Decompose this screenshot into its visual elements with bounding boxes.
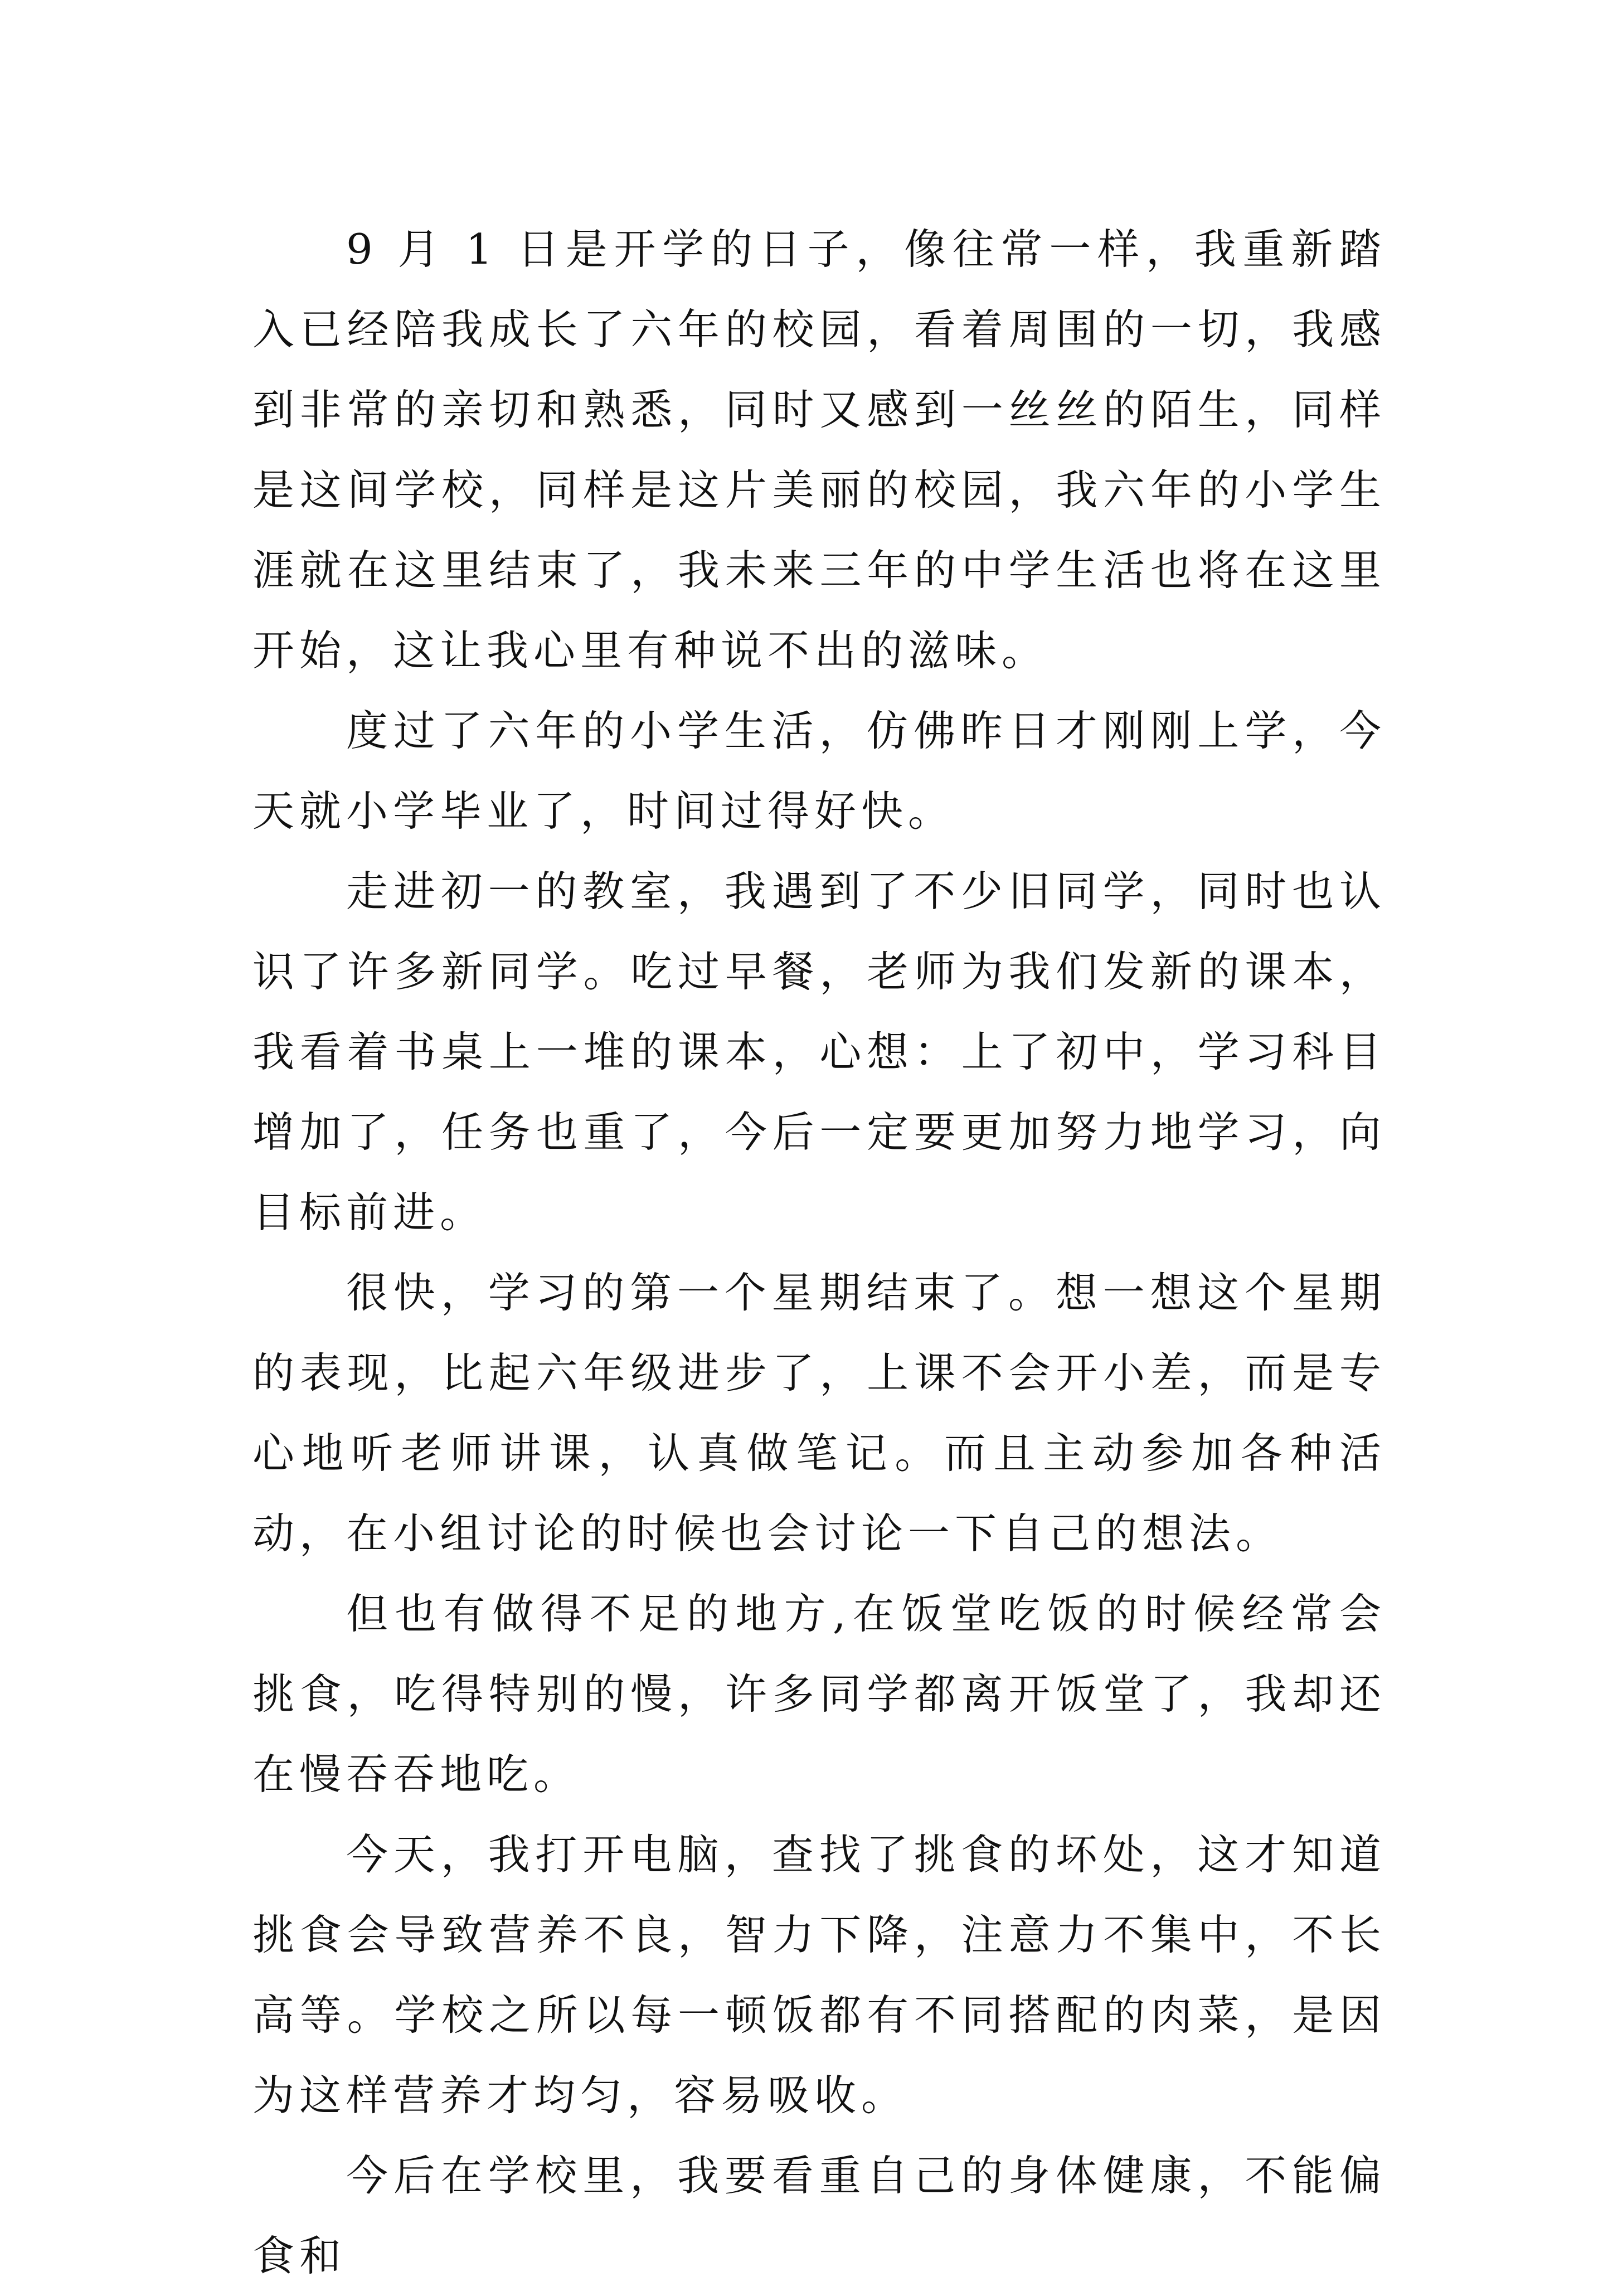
paragraph-6: 今天，我打开电脑，查找了挑食的坏处，这才知道挑食会导致营养不良，智力下降，注意力不集中，不长高等。学校之所以每一顿饭都有不同搭配的肉菜，是因为这样营养才均匀，容易吸收。 [252, 1830, 1386, 2120]
essay-body [252, 209, 1386, 2296]
paragraph-4: 很快，学习的第一个星期结束了。想一想这个星期的表现，比起六年级进步了，上课不会开小差，而是专心地听老师讲课，认真做笔记。而且主动参加各种活动，在小组讨论的时候也会讨论一下自己的想法。 [252, 1268, 1386, 1558]
paragraph-2: 度过了六年的小学生活，仿佛昨日才刚刚上学，今天就小学毕业了，时间过得好快。 [252, 706, 1386, 836]
paragraph-1: 9 月 1 日是开学的日子，像往常一样，我重新踏入已经陪我成长了六年的校园，看着周围的一切，我感到非常的亲切和熟悉，同时又感到一丝丝的陌生，同样是这间学校，同样是这片美丽的校园，我六年的小学生涯就在这里结束了，我未来三年的中学生活也将在这里开始，这让我心里有种说不出的滋味。 [252, 225, 1386, 675]
paragraph-7: 今后在学校里，我要看重自己的身体健康，不能偏食和 [252, 2151, 1386, 2280]
paragraph-5: 但也有做得不足的地方,在饭堂吃饭的时候经常会挑食，吃得特别的慢，许多同学都离开饭堂了，我却还在慢吞吞地吃。 [252, 1589, 1386, 1799]
paragraph-3: 走进初一的教室，我遇到了不少旧同学，同时也认识了许多新同学。吃过早餐，老师为我们发新的课本，我看着书桌上一堆的课本，心想：上了初中，学习科目增加了，任务也重了，今后一定要更加努力地学习，向目标前进。 [252, 867, 1386, 1237]
